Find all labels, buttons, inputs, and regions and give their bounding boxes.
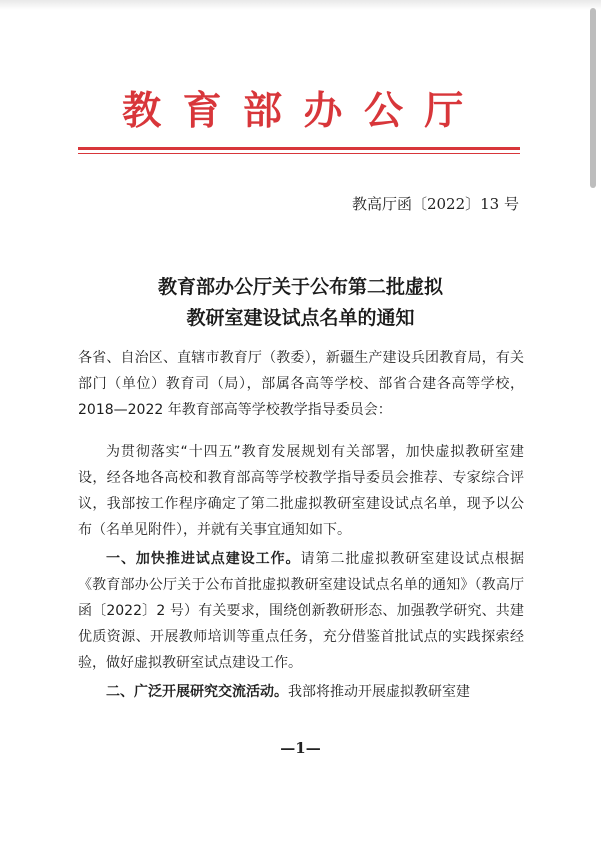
document-title-line-2: 教研室建设试点名单的通知 <box>186 307 415 329</box>
addressee-paragraph: 各省、自治区、直辖市教育厅（教委），新疆生产建设兵团教育局，有关部门（单位）教育司（局），部属各高等学校、部省合建各高等学校，2018—2022 年教育部高等学校教学指导委员会： <box>78 350 524 418</box>
red-divider-thick <box>78 147 520 150</box>
section-two-text: 我部将推动开展虚拟教研室建 <box>288 684 470 700</box>
scrollbar-thumb[interactable] <box>590 8 596 188</box>
section-one-paragraph <box>78 546 524 676</box>
section-two-paragraph <box>78 679 524 705</box>
intro-paragraph: 为贯彻落实“十四五”教育发展规划有关部署，加快虚拟教研室建设，经各地各高校和教育部高等学校教学指导委员会推荐、专家综合评议，我部按工作程序确定了第二批虚拟教研室建设试点名单，现予以公布（名单见附件），并就有关事宜通知如下。 <box>78 444 524 538</box>
section-one-text: 请第二批虚拟教研室建设试点根据《教育部办公厅关于公布首批虚拟教研室建设试点名单的通知》（教高厅函〔2022〕2 号）有关要求，围绕创新教研形态、加强教学研究、共建优质资源、开展教师培训等重点任务，充分借鉴首批试点的实践探索经验，做好虚拟教研室试点建设工作。 <box>78 551 525 671</box>
issuer-header: 教育部办公厅 <box>122 88 485 134</box>
red-divider-thin <box>78 153 520 154</box>
document-title-line-1: 教育部办公厅关于公布第二批虚拟 <box>157 276 443 298</box>
scrollbar-track[interactable] <box>585 0 601 842</box>
section-one-heading: 一、加快推进试点建设工作。 <box>106 551 301 567</box>
page-number: —1— <box>280 739 321 757</box>
document-number: 教高厅函〔2022〕13 号 <box>351 195 519 213</box>
top-edge-shadow <box>0 0 601 10</box>
section-two-heading: 二、广泛开展研究交流活动。 <box>106 684 288 700</box>
